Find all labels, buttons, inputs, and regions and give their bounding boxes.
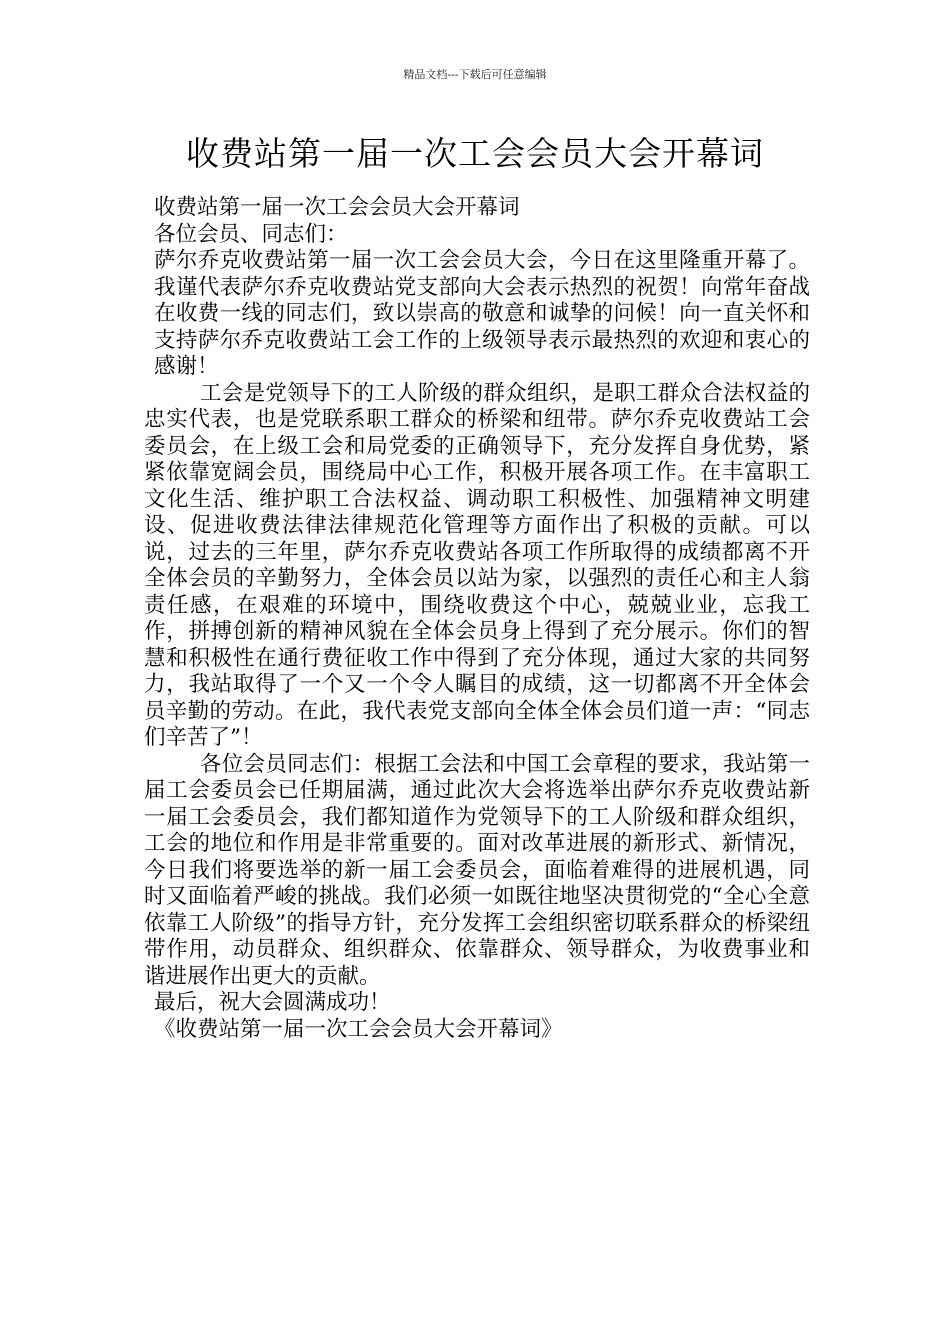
closing-title: 《收费站第一届一次工会会员大会开幕词》 [154,1016,563,1042]
closing-wish: 最后，祝大会圆满成功！ [154,990,391,1015]
document-body [144,195,810,1043]
paragraph-election: 各位会员同志们：根据工会法和中国工会章程的要求，我站第一届工会委员会已任期届满，通过此次大会将选举出萨尔乔克收费站新一届工会委员会，我们都知道作为党领导下的工人阶级和群众组织，工会的地位和作用是非常重要的。面对改革进展的新形式、新情况，今日我们将要选举的新一届工会委员会，面临着难得的进展机遇，同时又面临着严峻的挑战。我们必须一如既往地坚决贯彻党的“全心全意依靠工人阶级”的指导方针，充分发挥工会组织密切联系群众的桥梁纽带作用，动员群众、组织群众、依靠群众、领导群众，为收费事业和谐进展作出更大的贡献。 [144,751,810,989]
salutation: 各位会员、同志们： [154,221,348,247]
subtitle-line: 收费站第一届一次工会会员大会开幕词 [154,195,520,220]
header-note: 精品文档---下载后可任意编辑 [403,68,547,81]
document-title: 收费站第一届一次工会会员大会开幕词 [186,134,764,173]
paragraph-union-role: 工会是党领导下的工人阶级的群众组织，是职工群众合法权益的忠实代表，也是党联系职工群众的桥梁和纽带。萨尔乔克收费站工会委员会，在上级工会和局党委的正确领导下，充分发挥自身优势，紧紧依靠宽阔会员，围绕局中心工作，积极开展各项工作。在丰富职工文化生活、维护职工合法权益、调动职工积极性、加强精神文明建设、促进收费法律法律规范化管理等方面作出了积极的贡献。可以说，过去的三年里，萨尔乔克收费站各项工作所取得的成绩都离不开全体会员的辛勤努力，全体会员以站为家，以强烈的责任心和主人翁责任感，在艰难的环境中，围绕收费这个中心，兢兢业业，忘我工作，拼搏创新的精神风貌在全体会员身上得到了充分展示。你们的智慧和积极性在通行费征收工作中得到了充分体现，通过大家的共同努力，我站取得了一个又一个令人瞩目的成绩，这一切都离不开全体会员辛勤的劳动。在此，我代表党支部向全体全体会员们道一声：“同志们辛苦了”！ [144,380,810,750]
paragraph-opening: 萨尔乔克收费站第一届一次工会会员大会，今日在这里隆重开幕了。我谨代表萨尔乔克收费站党支部向大会表示热烈的祝贺！向常年奋战在收费一线的同志们，致以崇高的敬意和诚挚的问候！向一直关怀和支持萨尔乔克收费站工会工作的上级领导表示最热烈的欢迎和衷心的感谢！ [154,248,810,379]
